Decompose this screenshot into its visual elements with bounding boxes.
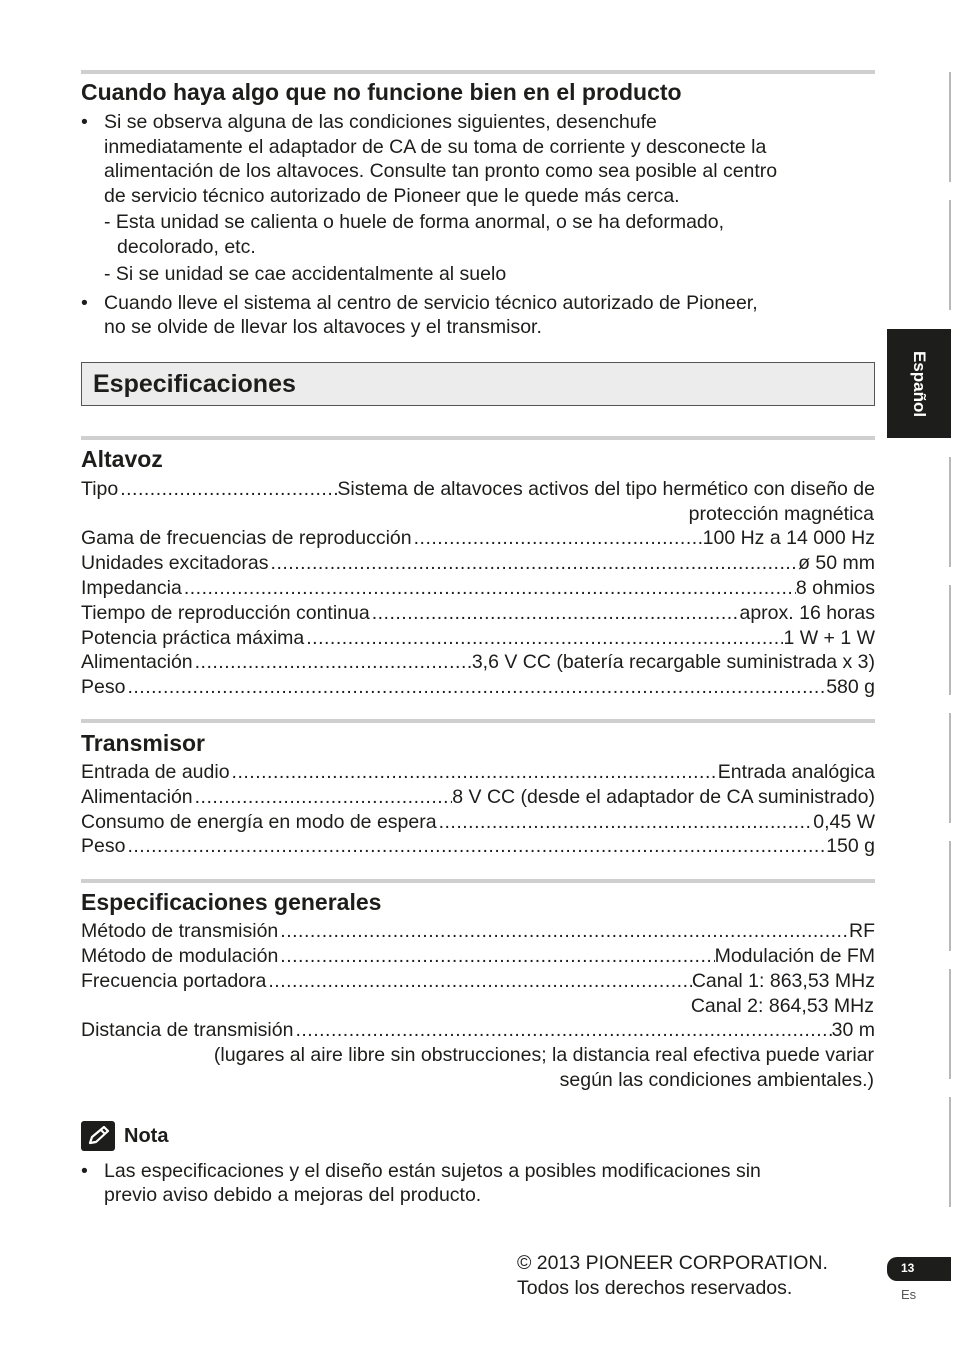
section-rule — [81, 70, 875, 74]
paragraph-line: Cuando lleve el sistema al centro de servicio técnico autorizado de Pioneer, — [104, 292, 758, 314]
specs-heading: Especificaciones — [93, 370, 296, 398]
spec-label: Método de transmisión — [81, 920, 279, 942]
transmisor-heading: Transmisor — [81, 730, 205, 756]
spec-row — [81, 526, 875, 550]
language-tab — [887, 329, 951, 438]
leader-dots — [437, 810, 814, 834]
spec-row — [81, 834, 875, 858]
note-heading: Nota — [124, 1125, 169, 1147]
spec-value: RF — [849, 920, 875, 942]
spec-label: Distancia de transmisión — [81, 1019, 294, 1041]
edge-marker — [949, 969, 951, 1079]
spec-label: Impedancia — [81, 577, 182, 599]
section-rule — [81, 719, 875, 723]
leader-dots — [269, 551, 799, 575]
leader-dots — [230, 760, 718, 784]
spec-value-continued: protección magnética — [688, 503, 874, 525]
spec-row — [81, 650, 875, 674]
leader-dots — [370, 601, 740, 625]
spec-row — [81, 944, 875, 968]
leader-dots — [118, 477, 337, 501]
spec-row — [81, 551, 875, 575]
page-language-code: Es — [901, 1287, 917, 1302]
rights-text: Todos los derechos reservados. — [517, 1277, 793, 1299]
spec-label: Tiempo de reproducción continua — [81, 602, 370, 624]
sub-item-line: decolorado, etc. — [117, 236, 256, 258]
spec-label: Método de modulación — [81, 945, 279, 967]
spec-value: 0,45 W — [813, 811, 875, 833]
leader-dots — [125, 834, 826, 858]
spec-label: Potencia práctica máxima — [81, 627, 305, 649]
spec-value: 100 Hz a 14 000 Hz — [702, 527, 875, 549]
leader-dots — [412, 526, 703, 550]
spec-value: 30 m — [831, 1019, 875, 1041]
spec-label: Gama de frecuencias de reproducción — [81, 527, 412, 549]
spec-label: Alimentación — [81, 651, 193, 673]
pencil-icon — [81, 1121, 115, 1151]
generales-heading: Especificaciones generales — [81, 889, 382, 915]
spec-value: 3,6 V CC (batería recargable suministrada x 3) — [471, 651, 875, 673]
troubleshoot-heading: Cuando haya algo que no funcione bien en el producto — [81, 79, 682, 105]
spec-row — [81, 969, 875, 993]
spec-value: 150 g — [826, 835, 875, 857]
edge-marker — [949, 72, 951, 182]
specs-heading-box — [81, 362, 875, 406]
spec-value: ø 50 mm — [798, 552, 875, 574]
spec-label: Frecuencia portadora — [81, 970, 267, 992]
leader-dots — [266, 969, 691, 993]
spec-row — [81, 675, 875, 699]
spec-label: Alimentación — [81, 786, 193, 808]
section-rule — [81, 879, 875, 883]
spec-row — [81, 626, 875, 650]
page-number-badge — [887, 1257, 951, 1281]
edge-marker — [949, 457, 951, 567]
leader-dots — [182, 576, 796, 600]
paragraph-line: previo aviso debido a mejoras del producto. — [104, 1184, 482, 1206]
edge-marker — [949, 841, 951, 951]
paragraph-line: alimentación de los altavoces. Consulte tan pronto como sea posible al centro — [104, 160, 778, 182]
leader-dots — [193, 785, 453, 809]
spec-value: Modulación de FM — [714, 945, 875, 967]
copyright-text: © 2013 PIONEER CORPORATION. — [517, 1252, 828, 1274]
edge-marker — [949, 585, 951, 695]
page-number: 13 — [901, 1261, 915, 1275]
spec-row — [81, 601, 875, 625]
edge-marker — [949, 1097, 951, 1207]
spec-value: aprox. 16 horas — [739, 602, 875, 624]
paragraph-line: Si se observa alguna de las condiciones siguientes, desenchufe — [104, 111, 657, 133]
leader-dots — [193, 650, 472, 674]
sub-item-line: - Esta unidad se calienta o huele de forma anormal, o se ha deformado, — [104, 211, 725, 233]
spec-label: Unidades excitadoras — [81, 552, 269, 574]
spec-value: 1 W + 1 W — [783, 627, 875, 649]
spec-label: Consumo de energía en modo de espera — [81, 811, 437, 833]
leader-dots — [125, 675, 826, 699]
altavoz-heading: Altavoz — [81, 446, 163, 472]
bullet-dot: • — [81, 292, 88, 314]
sub-item-line: - Si se unidad se cae accidentalmente al suelo — [104, 263, 507, 285]
edge-marker — [949, 200, 951, 310]
spec-value: Sistema de altavoces activos del tipo hermético con diseño de — [337, 478, 875, 500]
bullet-dot: • — [81, 1160, 88, 1182]
edge-marker — [949, 713, 951, 823]
spec-note-line: (lugares al aire libre sin obstrucciones; la distancia real efectiva puede variar — [213, 1044, 874, 1066]
bullet-dot: • — [81, 111, 88, 133]
spec-row — [81, 810, 875, 834]
language-tab-label: Español — [910, 350, 929, 417]
spec-label: Tipo — [81, 478, 119, 500]
spec-row — [81, 919, 875, 943]
spec-row — [81, 785, 875, 809]
spec-label: Peso — [81, 835, 126, 857]
spec-row — [81, 576, 875, 600]
spec-value: Canal 1: 863,53 MHz — [691, 970, 875, 992]
spec-value: 8 V CC (desde el adaptador de CA suministrado) — [452, 786, 875, 808]
spec-value: 8 ohmios — [795, 577, 875, 599]
paragraph-line: inmediatamente el adaptador de CA de su toma de corriente y desconecte la — [104, 136, 767, 158]
spec-row — [81, 477, 875, 501]
spec-value: Entrada analógica — [717, 761, 875, 783]
paragraph-line: no se olvide de llevar los altavoces y el transmisor. — [104, 316, 542, 338]
spec-label: Peso — [81, 676, 126, 698]
section-rule — [81, 436, 875, 440]
leader-dots — [278, 944, 714, 968]
spec-note-line: según las condiciones ambientales.) — [559, 1069, 874, 1091]
paragraph-line: de servicio técnico autorizado de Pioneer que le quede más cerca. — [104, 185, 680, 207]
leader-dots — [304, 626, 783, 650]
paragraph-line: Las especificaciones y el diseño están sujetos a posibles modificaciones sin — [104, 1160, 761, 1182]
spec-value: 580 g — [826, 676, 875, 698]
leader-dots — [293, 1018, 831, 1042]
spec-value-continued: Canal 2: 864,53 MHz — [690, 995, 874, 1017]
spec-row — [81, 760, 875, 784]
spec-label: Entrada de audio — [81, 761, 230, 783]
leader-dots — [278, 919, 849, 943]
spec-row — [81, 1018, 875, 1042]
